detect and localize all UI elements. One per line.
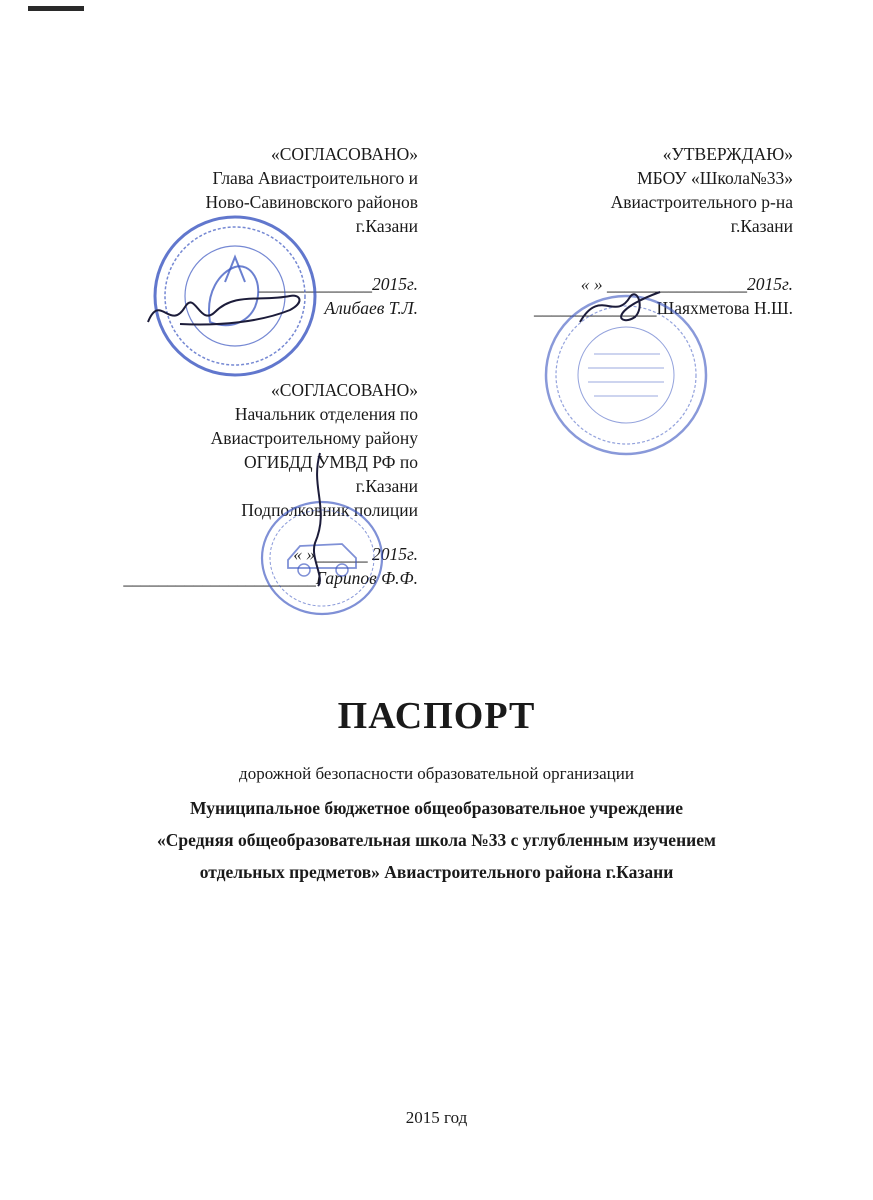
agreed-block-2 (123, 378, 418, 590)
approved-block (534, 142, 793, 320)
org-name-line-2: «Средняя общеобразовательная школа №33 с углубленным изучением (157, 830, 716, 850)
agreed-2-heading: «СОГЛАСОВАНО» (270, 380, 418, 400)
agreed-1-line-2: Ново-Савиновского районов (205, 192, 418, 212)
agreed-block-1 (206, 142, 418, 320)
approved-line-1: МБОУ «Школа№33» (637, 168, 793, 188)
agreed-2-line-5: Подполковник полиции (241, 500, 418, 520)
agreed-1-date: _____________2015г. (258, 274, 418, 294)
agreed-2-line-3: ОГИБДД УМВД РФ по (243, 452, 418, 472)
scan-mark (28, 6, 84, 11)
org-name-line-1: Муниципальное бюджетное общеобразовательное учреждение (190, 798, 683, 818)
agreed-2-line-1: Начальник отделения по (234, 404, 418, 424)
approved-signer: ______________Шаяхметова Н.Ш. (534, 298, 793, 318)
document-subtitle: дорожной безопасности образовательной организации (239, 764, 634, 783)
agreed-1-line-3: г.Казани (355, 216, 418, 236)
org-name-line-3: отдельных предметов» Авиастроительного района г.Казани (199, 862, 674, 882)
agreed-1-heading: «СОГЛАСОВАНО» (270, 144, 418, 164)
agreed-1-line-1: Глава Авиастроительного и (212, 168, 418, 188)
agreed-2-line-4: г.Казани (355, 476, 418, 496)
approved-line-2: Авиастроительного р-на (610, 192, 793, 212)
approved-date: « » ________________2015г. (580, 274, 793, 294)
document-title: ПАСПОРТ (337, 695, 536, 737)
agreed-2-line-2: Авиастроительному району (210, 428, 418, 448)
approved-heading: «УТВЕРЖДАЮ» (662, 144, 793, 164)
agreed-1-signer: Алибаев Т.Л. (324, 298, 418, 318)
document-year: 2015 год (405, 1108, 468, 1127)
approved-line-3: г.Казани (730, 216, 793, 236)
agreed-2-signer: ______________________Гарипов Ф.Ф. (123, 568, 418, 588)
agreed-2-date: « »______ 2015г. (293, 544, 418, 564)
